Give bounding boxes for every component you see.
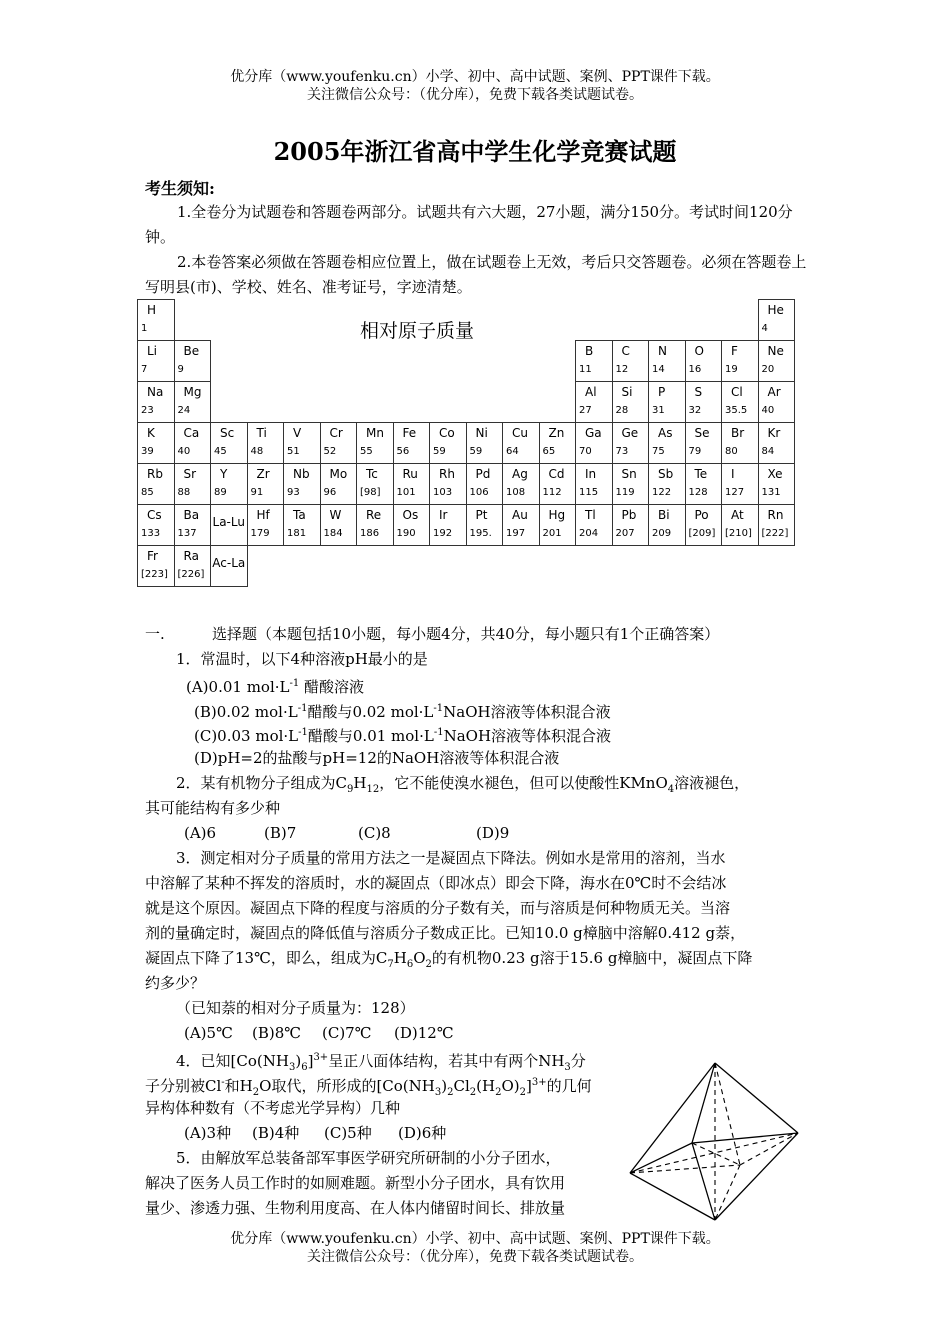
element-mass: 179 [250,528,270,539]
section-1-heading: 选择题（本题包括10小题，每小题4分，共40分，每小题只有1个正确答案） [212,625,720,643]
element-cell [575,381,613,423]
element-symbol: Tl [585,508,596,522]
element-mass: 20 [761,364,775,375]
element-mass: 131 [761,487,781,498]
element-cell [393,422,431,464]
element-cell [758,422,796,464]
element-cell [393,504,431,546]
element-symbol: Hg [548,508,566,522]
element-symbol: Ti [256,426,267,440]
element-mass: [226] [177,569,205,580]
element-mass: 192 [433,528,453,539]
element-mass: 89 [214,487,227,498]
element-cell [721,504,759,546]
element-mass: 45 [214,446,227,457]
element-cell [502,422,540,464]
element-cell [539,422,577,464]
element-symbol: La-Lu [212,515,245,529]
element-symbol: Ge [621,426,639,440]
element-cell [174,504,212,546]
atomic-mass-table-title: 相对原子质量 [360,320,475,342]
q1-option-b: (B)0.02 $mol\cdot L^{-1}$醋酸与0.02 $mol\cdot L^{-1}NaOH$溶液等体积混合液 [194,703,611,721]
element-mass: 31 [652,405,665,416]
element-cell [612,340,650,382]
element-mass: 28 [615,405,629,416]
element-symbol: Au [512,508,528,522]
element-symbol: Li [147,344,158,358]
element-cell [758,299,796,341]
element-mass: 35.5 [725,405,748,416]
element-symbol: Sb [658,467,674,481]
element-symbol: Y [220,467,228,481]
element-symbol: Ga [585,426,602,440]
q3-line-5: 凝固点下降了13℃，即么，组成为$C_7H_6O_2$的有机物0.23 g溶于15.6 g樟脑中，凝固点下降 [145,949,753,970]
element-mass: 184 [323,528,343,539]
q3-line-1: 3．测定相对分子质量的常用方法之一是凝固点下降法。例如水是常用的溶剂，当水 [176,849,726,867]
element-symbol: Ac-La [212,556,246,570]
element-symbol: Na [147,385,164,399]
element-symbol: Ra [183,549,199,563]
element-mass: 52 [323,446,337,457]
element-mass: 195. [469,528,492,539]
element-cell [137,504,175,546]
element-symbol: Cs [147,508,162,522]
element-cell [356,504,394,546]
element-cell [137,463,175,505]
element-symbol: Rb [147,467,163,481]
footer-line-2: 关注微信公众号：（优分库），免费下载各类试题试卷。 [307,1249,643,1265]
element-symbol: Se [694,426,710,440]
element-cell [320,463,358,505]
element-cell [466,504,504,546]
element-mass: 59 [433,446,446,457]
element-mass: 75 [652,446,665,457]
element-cell [758,340,796,382]
q1-stem: 1．常温时，以下4种溶液pH最小的是 [176,650,428,668]
element-cell [174,463,212,505]
notice-heading: 考生须知: [145,179,215,198]
element-symbol: Ar [767,385,781,399]
element-mass: 91 [250,487,264,498]
element-mass: 12 [615,364,629,375]
element-cell [283,504,321,546]
element-symbol: Ba [183,508,200,522]
element-symbol: Te [694,467,708,481]
element-cell [320,504,358,546]
element-mass: 84 [761,446,775,457]
element-cell [210,463,248,505]
element-cell [758,463,796,505]
element-cell [137,381,175,423]
element-cell [612,422,650,464]
element-cell [247,422,285,464]
q3-line-6: 约多少？ [145,974,206,992]
element-mass: 19 [725,364,738,375]
element-cell [356,463,394,505]
element-cell [283,463,321,505]
element-mass: [209] [688,528,716,539]
q2-stem: 2．某有机物分子组成为$C_9H_{12}$，它不能使溴水褪色，但可以使酸性KMnO$_4$溶液褪色， [176,774,750,795]
q3-line-3: 就是这个原因。凝固点下降的程度与溶质的分子数有关，而与溶质是何种物质无关。当溶 [145,899,731,917]
element-mass: 133 [141,528,161,539]
element-cell [174,381,212,423]
element-symbol: Sn [621,467,637,481]
element-cell [502,463,540,505]
page-title: 2005年浙江省高中学生化学竞赛试题 [273,137,677,166]
element-cell [137,422,175,464]
element-cell [502,504,540,546]
q4-option-a: (A)3种 [184,1124,232,1142]
q2-option-a: (A)6 [184,824,217,842]
element-symbol: Co [439,426,455,440]
element-mass: 51 [287,446,300,457]
element-symbol: Nb [293,467,310,481]
q3-note: （已知萘的相对分子质量为：128） [176,999,415,1017]
element-mass: 73 [615,446,629,457]
q5-line-2: 解决了医务人员工作时的如厕难题。新型小分子团水，具有饮用 [145,1174,566,1192]
element-mass: [210] [725,528,752,539]
element-mass: 127 [725,487,745,498]
q4-option-d: (D)6种 [398,1124,447,1142]
element-cell [685,463,723,505]
element-symbol: Ni [475,426,488,440]
section-1-number: 一. [145,625,165,643]
element-symbol: Ta [293,508,306,522]
element-symbol: Zn [548,426,565,440]
element-symbol: W [329,508,342,522]
element-symbol: Pd [475,467,491,481]
element-symbol: Mn [366,426,384,440]
element-mass: 16 [688,364,702,375]
q3-option-d: (D)12℃ [394,1024,454,1042]
element-symbol: O [694,344,704,358]
element-cell [685,381,723,423]
element-symbol: Pt [475,508,488,522]
q3-option-a: (A)5℃ [184,1024,233,1042]
q1-option-d: (D)pH=2的盐酸与pH=12的NaOH溶液等体积混合液 [194,749,560,767]
element-mass: 119 [615,487,635,498]
element-cell [575,422,613,464]
element-cell [429,504,467,546]
q3-option-c: (C)7℃ [322,1024,372,1042]
element-mass: 24 [177,405,191,416]
q5-line-3: 量少、渗透力强、生物利用度高、在人体内储留时间长、排放量 [145,1199,566,1217]
element-symbol: H [147,303,157,317]
element-mass: 103 [433,487,453,498]
q3-option-b: (B)8℃ [252,1024,302,1042]
element-mass: 9 [177,364,184,375]
element-cell [466,463,504,505]
element-cell [648,340,686,382]
element-cell [210,422,248,464]
element-symbol: Ne [767,344,784,358]
element-cell [758,504,796,546]
element-mass: 108 [506,487,526,498]
element-mass: 197 [506,528,526,539]
element-mass: 80 [725,446,738,457]
q4-option-b: (B)4种 [252,1124,300,1142]
q4-option-c: (C)5种 [324,1124,372,1142]
q4-line-2: 子分别被Cl-和$H_2O$取代，所形成的$[Co(NH_3)_2Cl_2(H_2O)_2]^{3+}$的几何 [145,1077,592,1098]
element-symbol: Fe [402,426,417,440]
element-cell [174,545,212,587]
element-mass: 93 [287,487,300,498]
element-cell [137,545,175,587]
element-symbol: Xe [767,467,783,481]
element-symbol: N [658,344,667,358]
element-mass: 11 [579,364,592,375]
element-cell [283,422,321,464]
element-cell [210,504,248,546]
element-symbol: Al [585,385,597,399]
element-symbol: F [731,344,738,358]
element-cell [612,381,650,423]
element-cell [174,340,212,382]
q1-option-a: (A)0.01 $mol\cdot L^{-1}$ 醋酸溶液 [186,678,365,696]
q2-option-b: (B)7 [264,824,297,842]
element-cell [393,463,431,505]
element-mass: 65 [542,446,556,457]
element-cell [721,422,759,464]
element-symbol: Rn [767,508,784,522]
element-mass: [98] [360,487,381,498]
octahedron-figure [620,1055,820,1230]
element-mass: 14 [652,364,665,375]
element-symbol: I [731,467,735,481]
element-cell [247,504,285,546]
element-mass: 32 [688,405,702,416]
element-symbol: He [767,303,784,317]
q3-line-2: 中溶解了某种不挥发的溶质时，水的凝固点（即冰点）即会下降，海水在0℃时不会结冰 [145,874,727,892]
element-mass: 204 [579,528,599,539]
element-symbol: At [731,508,744,522]
element-symbol: P [658,385,666,399]
element-mass: 207 [615,528,635,539]
element-symbol: Ca [183,426,200,440]
element-cell [685,340,723,382]
element-mass: 40 [177,446,191,457]
header-line-1: 优分库（www.youfenku.cn）小学、初中、高中试题、案例、PPT课件下载。 [230,69,720,85]
element-symbol: Bi [658,508,670,522]
element-mass: 137 [177,528,197,539]
element-mass: 27 [579,405,592,416]
element-symbol: Ru [402,467,418,481]
element-symbol: Ir [439,508,448,522]
element-mass: 201 [542,528,562,539]
element-mass: 39 [141,446,154,457]
element-symbol: Si [621,385,633,399]
element-mass: 88 [177,487,191,498]
element-mass: 101 [396,487,416,498]
element-mass: 209 [652,528,672,539]
element-cell [685,504,723,546]
element-cell [721,340,759,382]
element-cell [575,504,613,546]
q5-line-1: 5．由解放军总装备部军事医学研究所研制的小分子团水， [176,1149,561,1167]
q4-line-1: 4．已知$[Co(NH_3)_6]^{3+}$呈正八面体结构，若其中有两个$NH_3$分 [176,1052,586,1073]
element-mass: 96 [323,487,337,498]
q2-stem-line-2: 其可能结构有多少种 [145,799,281,817]
element-mass: 181 [287,528,307,539]
q1-option-c: (C)0.03 $mol\cdot L^{-1}$醋酸与0.01 $mol\cdot L^{-1}NaOH$溶液等体积混合液 [194,727,612,745]
element-symbol: Kr [767,426,781,440]
element-cell [247,463,285,505]
element-symbol: C [621,344,630,358]
element-symbol: Os [402,508,419,522]
element-cell [137,340,175,382]
element-mass: 128 [688,487,708,498]
element-mass: 55 [360,446,373,457]
q4-line-3: 异构体种数有（不考虑光学异构）几种 [145,1099,401,1117]
element-mass: 190 [396,528,416,539]
q3-line-4: 剂的量确定时，凝固点的降低值与溶质分子数成正比。已知10.0 g樟脑中溶解0.412 g萘， [145,924,746,942]
element-cell [210,545,248,587]
element-symbol: Mo [329,467,348,481]
element-cell [685,422,723,464]
element-mass: 112 [542,487,562,498]
element-cell [721,381,759,423]
element-symbol: B [585,344,594,358]
element-symbol: Cd [548,467,565,481]
element-mass: [223] [141,569,168,580]
element-cell [648,381,686,423]
element-cell [575,463,613,505]
element-mass: 4 [761,323,768,334]
element-mass: 7 [141,364,148,375]
element-cell [648,422,686,464]
element-symbol: V [293,426,302,440]
element-symbol: Rh [439,467,455,481]
element-mass: 48 [250,446,264,457]
element-symbol: Cr [329,426,343,440]
element-cell [429,422,467,464]
element-mass: 70 [579,446,592,457]
element-mass: 106 [469,487,489,498]
element-mass: 122 [652,487,672,498]
element-cell [758,381,796,423]
element-symbol: Sr [183,467,197,481]
element-symbol: Cl [731,385,743,399]
element-symbol: K [147,426,155,440]
element-mass: 40 [761,405,775,416]
footer-line-1: 优分库（www.youfenku.cn）小学、初中、高中试题、案例、PPT课件下载。 [230,1231,720,1247]
element-cell [612,504,650,546]
element-symbol: Be [183,344,200,358]
element-cell [648,504,686,546]
element-mass: 79 [688,446,702,457]
element-symbol: Hf [256,508,270,522]
element-mass: 23 [141,405,154,416]
q2-option-c: (C)8 [358,824,391,842]
element-mass: 59 [469,446,483,457]
element-cell [356,422,394,464]
element-symbol: Po [694,508,709,522]
notice-item-1: 1.全卷分为试题卷和答题卷两部分。试题共有六大题，27小题，满分150分。考试时间120分钟。 [145,203,793,246]
element-mass: 186 [360,528,380,539]
q2-option-d: (D)9 [476,824,510,842]
element-symbol: Mg [183,385,202,399]
element-cell [320,422,358,464]
element-symbol: Fr [147,549,158,563]
element-symbol: Ag [512,467,528,481]
element-cell [137,299,175,341]
element-cell [429,463,467,505]
element-symbol: Zr [256,467,270,481]
element-cell [612,463,650,505]
element-mass: [222] [761,528,789,539]
element-cell [721,463,759,505]
element-symbol: In [585,467,597,481]
element-mass: 64 [506,446,519,457]
element-mass: 85 [141,487,154,498]
element-mass: 115 [579,487,599,498]
element-symbol: As [658,426,673,440]
element-mass: 1 [141,323,148,334]
element-cell [648,463,686,505]
element-cell [539,504,577,546]
element-symbol: Pb [621,508,637,522]
element-symbol: Sc [220,426,235,440]
element-symbol: Br [731,426,745,440]
element-symbol: S [694,385,703,399]
element-cell [466,422,504,464]
header-line-2: 关注微信公众号：（优分库），免费下载各类试题试卷。 [307,87,643,103]
element-symbol: Cu [512,426,528,440]
element-mass: 56 [396,446,410,457]
element-cell [174,422,212,464]
element-symbol: Tc [366,467,378,481]
element-symbol: Re [366,508,382,522]
notice-item-2: 2.本卷答案必须做在答题卷相应位置上，做在试题卷上无效，考后只交答题卷。必须在答题卷上写明县(市)、学校、姓名、准考证号，字迹清楚。 [145,253,807,296]
element-cell [539,463,577,505]
element-cell [575,340,613,382]
